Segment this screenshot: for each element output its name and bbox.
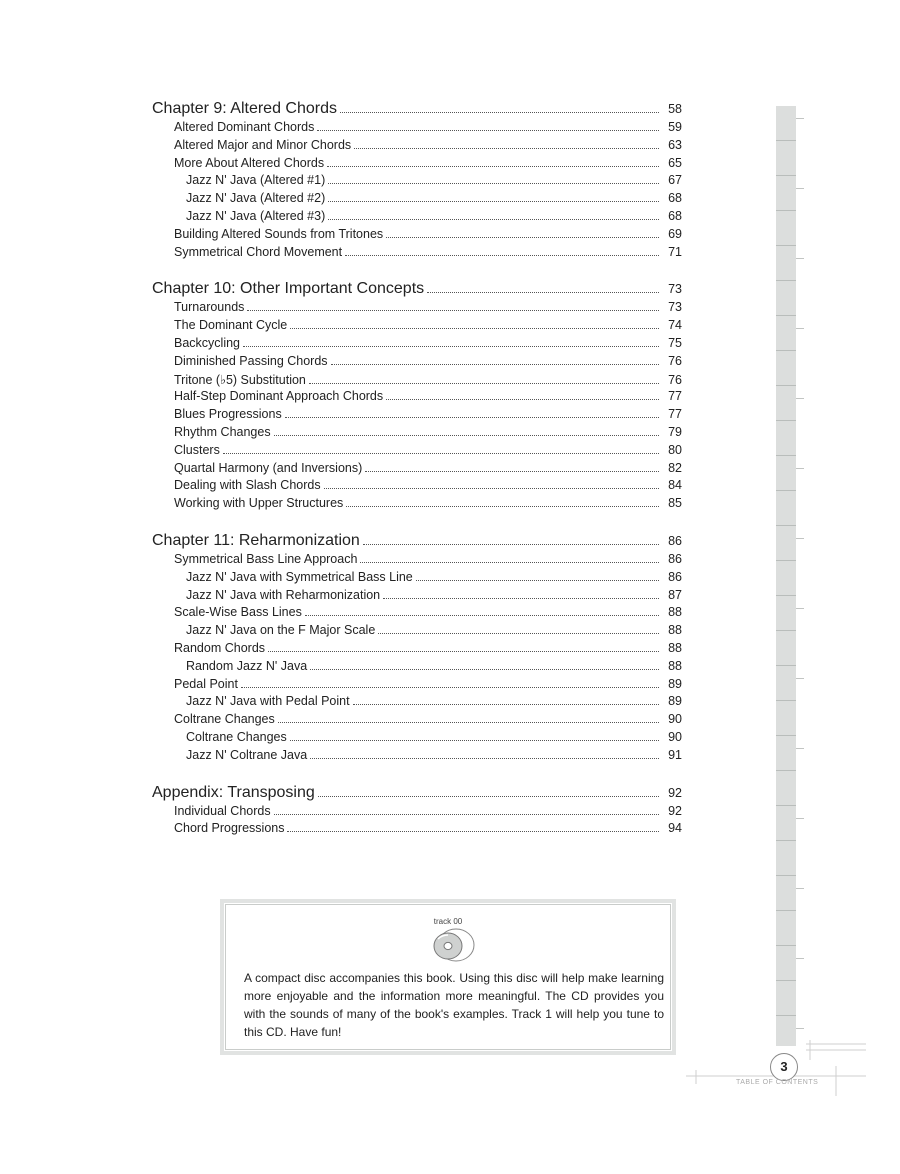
toc-entry-row [152, 227, 682, 245]
dot-leader [327, 166, 659, 167]
entry-title: Scale-Wise Bass Lines [174, 605, 302, 620]
entry-page-number: 86 [668, 533, 682, 548]
entry-page-number: 89 [668, 694, 682, 709]
entry-title: Chord Progressions [174, 821, 285, 836]
toc-entry-row [152, 552, 682, 570]
sidebar-tick [796, 818, 804, 819]
dot-leader [427, 292, 659, 293]
dot-leader [317, 130, 659, 131]
toc-entry-row [152, 804, 682, 822]
sidebar-tick [796, 678, 804, 679]
dot-leader [363, 544, 659, 545]
entry-page-number: 90 [668, 729, 682, 744]
sidebar-ruler-decoration [776, 106, 796, 1046]
dot-leader [346, 506, 659, 507]
entry-title: Jazz N' Java (Altered #3) [186, 208, 326, 223]
dot-leader [318, 796, 659, 797]
toc-entry-row [152, 389, 682, 407]
toc-entry-row [152, 641, 682, 659]
toc-entry-row [152, 570, 682, 588]
toc-entry-row [152, 461, 682, 479]
dot-leader [241, 687, 659, 688]
entry-title: Individual Chords [174, 803, 271, 818]
compact-disc-icon [430, 927, 476, 963]
sidebar-tick [796, 468, 804, 469]
table-of-contents [152, 100, 682, 857]
entry-page-number: 77 [668, 389, 682, 404]
entry-title: Rhythm Changes [174, 424, 271, 439]
sidebar-tick [796, 958, 804, 959]
entry-page-number: 68 [668, 208, 682, 223]
toc-entry-row [152, 659, 682, 677]
entry-title: Chapter 9: Altered Chords [152, 100, 337, 117]
entry-page-number: 91 [668, 747, 682, 762]
entry-title: Pedal Point [174, 676, 238, 691]
entry-page-number: 67 [668, 173, 682, 188]
entry-title: Chapter 10: Other Important Concepts [152, 280, 425, 298]
entry-page-number: 65 [668, 155, 682, 170]
toc-entry-row [152, 730, 682, 748]
sidebar-tick [796, 748, 804, 749]
toc-entry-row [152, 138, 682, 156]
toc-entry-row [152, 191, 682, 209]
toc-entry-row [152, 173, 682, 191]
toc-chapter [152, 280, 682, 514]
sidebar-tick [796, 398, 804, 399]
entry-page-number: 63 [668, 137, 682, 152]
toc-entry-row [152, 425, 682, 443]
entry-title: Tritone (♭5) Substitution [174, 372, 306, 387]
entry-title: Jazz N' Java (Altered #1) [186, 173, 326, 188]
entry-title: Jazz N' Java on the F Major Scale [186, 623, 376, 638]
toc-entry-row [152, 677, 682, 695]
sidebar-tick [796, 258, 804, 259]
entry-page-number: 94 [668, 821, 682, 836]
toc-entry-row [152, 588, 682, 606]
page-number: 3 [770, 1053, 798, 1081]
toc-entry-row [152, 623, 682, 641]
entry-title: Jazz N' Java (Altered #2) [186, 191, 326, 206]
dot-leader [328, 201, 659, 202]
entry-page-number: 71 [668, 244, 682, 259]
dot-leader [309, 383, 659, 384]
toc-entry-row [152, 318, 682, 336]
sidebar-tick [796, 118, 804, 119]
entry-title: Random Jazz N' Java [186, 658, 308, 673]
dot-leader [223, 453, 659, 454]
entry-title: Working with Upper Structures [174, 496, 344, 511]
dot-leader [354, 148, 659, 149]
entry-title: Backcycling [174, 335, 240, 350]
toc-entry-row [152, 605, 682, 623]
chapter-heading-row [152, 280, 682, 300]
sidebar-tick [796, 538, 804, 539]
toc-chapter [152, 532, 682, 766]
entry-page-number: 92 [668, 803, 682, 818]
sidebar-tick [796, 608, 804, 609]
entry-title: Dealing with Slash Chords [174, 478, 321, 493]
dot-leader [416, 580, 659, 581]
dot-leader [310, 758, 659, 759]
cd-note-box [220, 899, 676, 1055]
sidebar-tick [796, 328, 804, 329]
dot-leader [386, 237, 659, 238]
toc-entry-row [152, 496, 682, 514]
entry-page-number: 77 [668, 407, 682, 422]
dot-leader [274, 814, 659, 815]
dot-leader [365, 471, 659, 472]
dot-leader [360, 562, 659, 563]
toc-entry-row [152, 821, 682, 839]
dot-leader [331, 364, 659, 365]
dot-leader [378, 633, 659, 634]
toc-entry-row [152, 120, 682, 138]
dot-leader [310, 669, 659, 670]
entry-page-number: 73 [668, 300, 682, 315]
sidebar-tick [796, 188, 804, 189]
entry-page-number: 85 [668, 496, 682, 511]
entry-title: Symmetrical Chord Movement [174, 244, 343, 259]
toc-entry-row [152, 354, 682, 372]
entry-page-number: 76 [668, 353, 682, 368]
dot-leader [290, 740, 659, 741]
dot-leader [287, 831, 659, 832]
entry-page-number: 88 [668, 623, 682, 638]
entry-page-number: 79 [668, 424, 682, 439]
toc-chapter [152, 100, 682, 262]
dot-leader [345, 255, 659, 256]
dot-leader [247, 310, 659, 311]
cd-track-label: track 00 [433, 917, 463, 926]
sidebar-tick [796, 1028, 804, 1029]
entry-page-number: 92 [668, 785, 682, 800]
entry-title: Altered Major and Minor Chords [174, 137, 352, 152]
entry-title: More About Altered Chords [174, 155, 325, 170]
entry-title: Jazz N' Java with Pedal Point [186, 694, 350, 709]
entry-title: Diminished Passing Chords [174, 353, 328, 368]
toc-entry-row [152, 712, 682, 730]
entry-title: Coltrane Changes [186, 729, 287, 744]
entry-title: Chapter 11: Reharmonization [152, 531, 360, 549]
dot-leader [340, 112, 659, 113]
toc-chapter [152, 784, 682, 840]
dot-leader [386, 399, 659, 400]
entry-title: Clusters [174, 442, 220, 457]
entry-page-number: 80 [668, 442, 682, 457]
dot-leader [268, 651, 659, 652]
entry-page-number: 58 [668, 102, 682, 116]
dot-leader [305, 615, 659, 616]
dot-leader [274, 435, 659, 436]
entry-page-number: 76 [668, 372, 682, 387]
entry-title: Jazz N' Java with Reharmonization [186, 587, 381, 602]
dot-leader [328, 219, 659, 220]
sidebar-tick [796, 888, 804, 889]
toc-entry-row [152, 443, 682, 461]
entry-page-number: 86 [668, 569, 682, 584]
dot-leader [290, 328, 659, 329]
entry-page-number: 88 [668, 658, 682, 673]
entry-title: Jazz N' Java with Symmetrical Bass Line [186, 569, 413, 584]
toc-entry-row [152, 372, 682, 390]
dot-leader [324, 488, 659, 489]
entry-page-number: 86 [668, 551, 682, 566]
section-label: TABLE OF CONTENTS [736, 1079, 819, 1086]
chapter-heading-row [152, 532, 682, 552]
entry-title: Random Chords [174, 640, 266, 655]
toc-entry-row [152, 209, 682, 227]
entry-title: Half-Step Dominant Approach Chords [174, 389, 384, 404]
entry-page-number: 82 [668, 460, 682, 475]
entry-page-number: 59 [668, 120, 682, 134]
entry-title: Coltrane Changes [174, 712, 275, 727]
toc-entry-row [152, 336, 682, 354]
toc-entry-row [152, 300, 682, 318]
entry-title: Jazz N' Coltrane Java [186, 747, 308, 762]
chapter-heading-row [152, 784, 682, 804]
entry-title: Turnarounds [174, 300, 245, 315]
entry-title: Symmetrical Bass Line Approach [174, 551, 358, 566]
entry-page-number: 75 [668, 335, 682, 350]
entry-page-number: 73 [668, 282, 682, 297]
entry-page-number: 90 [668, 712, 682, 727]
dot-leader [278, 722, 659, 723]
entry-page-number: 88 [668, 605, 682, 620]
entry-page-number: 87 [668, 587, 682, 602]
entry-page-number: 89 [668, 676, 682, 691]
dot-leader [383, 598, 659, 599]
dot-leader [353, 704, 659, 705]
entry-title: Blues Progressions [174, 407, 282, 422]
toc-entry-row [152, 478, 682, 496]
entry-page-number: 74 [668, 318, 682, 333]
dot-leader [328, 183, 659, 184]
entry-page-number: 69 [668, 226, 682, 241]
dot-leader [285, 417, 659, 418]
toc-entry-row [152, 748, 682, 766]
entry-title: The Dominant Cycle [174, 318, 288, 333]
toc-entry-row [152, 245, 682, 263]
entry-title: Quartal Harmony (and Inversions) [174, 460, 363, 475]
entry-title: Altered Dominant Chords [174, 120, 315, 134]
cd-note-text: A compact disc accompanies this book. Using this disc will help make learning more enjoyable and the information more meaningful. The CD provides you with the sounds of many of the book's examples. Track 1 will help you tune to this CD. Have fun! [244, 971, 664, 1039]
dot-leader [243, 346, 659, 347]
entry-page-number: 68 [668, 191, 682, 206]
toc-entry-row [152, 156, 682, 174]
entry-title: Appendix: Transposing [152, 783, 315, 801]
entry-page-number: 88 [668, 640, 682, 655]
toc-entry-row [152, 407, 682, 425]
toc-entry-row [152, 694, 682, 712]
entry-page-number: 84 [668, 478, 682, 493]
entry-title: Building Altered Sounds from Tritones [174, 226, 384, 241]
chapter-heading-row [152, 100, 682, 120]
